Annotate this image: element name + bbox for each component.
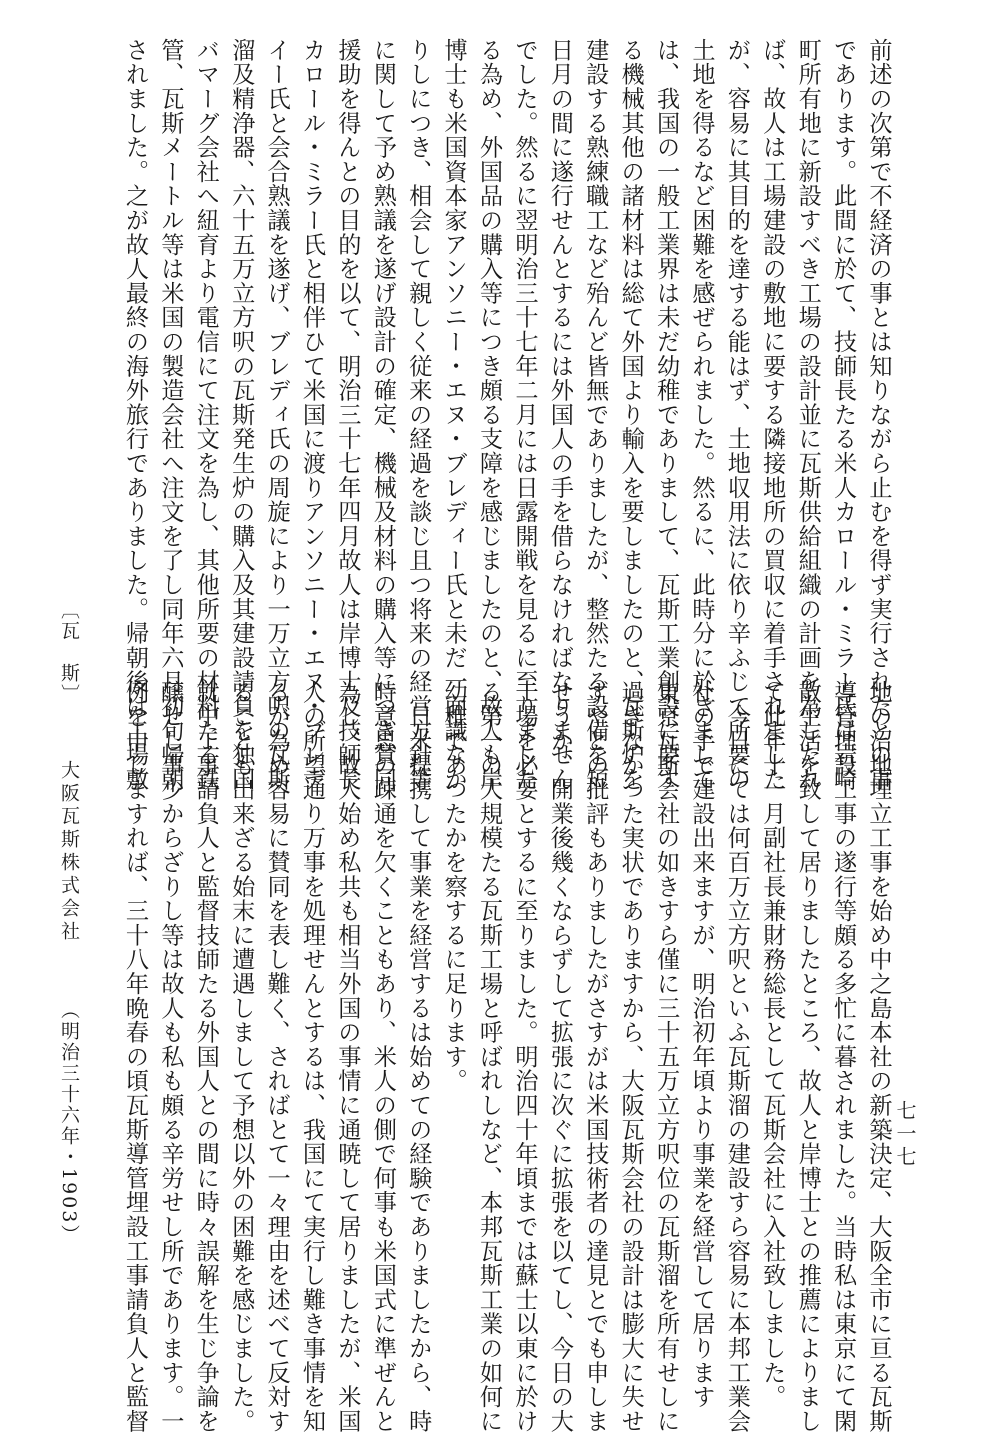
text-line: 日米提携して事業を経営するは始めての経験でありましたから、時 (404, 680, 432, 1433)
text-line: 溜及精浄器、六十五万立方呎の瓦斯発生炉の購入及其建設請負を独国 (227, 38, 255, 792)
text-line: 今日にては何百万立方呎といふ瓦斯溜の建設すら容易に本邦工業会 (723, 680, 751, 1433)
text-line: 幼稚であつたかを察するに足ります。 (440, 680, 468, 1094)
text-line: 建設する熟練職工など殆んど皆無でありましたが、整然たる設備を短 (581, 38, 609, 792)
text-line: る第一の大規模たる瓦斯工場と呼ばれしなど、本邦瓦斯工業の如何に (475, 680, 503, 1433)
text-line: るが為め容易に賛同を表し難く、さればとて一々理由を述べて反対す (263, 680, 291, 1433)
caption-category: 〔瓦 斯〕 (58, 600, 80, 705)
text-line: 地の沼地埋立工事を始め中之島本社の新築決定、大阪全市に亘る瓦斯 (865, 680, 892, 1433)
text-line: 過ぎなかつた実状でありますから、大阪瓦斯会社の設計は膨大に失せ (617, 680, 645, 1433)
text-line: 東京瓦斯会社の如きすら僅に三十五万立方呎位の瓦斯溜を所有せしに (652, 680, 680, 1433)
text-line: バマーグ会社へ紐育より電信にて注文を為し、其他所要の材料たる鉄 (192, 38, 220, 792)
text-line: されました。之が故人最終の海外旅行でありました。帰朝後は工場敷 (121, 38, 149, 792)
page-number: 七一七 (893, 1100, 917, 1169)
text-line: 例を申しますれば、三十八年晩春の頃瓦斯導管埋設工事請負人と監督 (121, 680, 149, 1433)
text-line: て此年十一月副社長兼財務総長として瓦斯会社に入社致しました。 (758, 680, 786, 1409)
text-line: る機械其他の諸材料は総て外国より輸入を要しましたのと、瓦斯炉を (617, 38, 645, 792)
text-line: せうか、開業後幾くならずして拡張に次ぐに拡張を以てし、今日の大 (546, 680, 574, 1433)
text-line: 日月の間に遂行せんとするには外国人の手を借らなければなりません (546, 38, 574, 792)
text-line: 導管埋設工事の遂行等頗る多忙に暮されました。当時私は東京にて閑 (829, 680, 857, 1433)
text-line: 為し、故人始め私共も相当外国の事情に通暁して居りましたが、米国 (333, 680, 361, 1433)
caption-date: （明治三十六年・1903） (58, 1000, 80, 1246)
text-line: でした。然るに翌明治三十七年二月には日露開戦を見るに至りました (510, 38, 538, 792)
caption-company: 大阪瓦斯株式会社 (58, 760, 80, 944)
text-line: 醸せし事少からざりし等は故人も私も頗る辛労せし所であります。一 (156, 680, 184, 1433)
text-line: る為め、外国品の購入等につき頗る支障を感じましたのと、故人も岸 (475, 38, 503, 792)
text-line: は、我国の一般工業界は未だ幼稚でありまして、瓦斯工業創設に要す (652, 38, 680, 792)
text-line: ずやとの批評もありましたがさすがは米国技術者の達見とでも申しま (581, 680, 609, 1433)
text-line: 管、瓦斯メートル等は米国の製造会社へ注文を了し同年六月初旬帰朝 (156, 38, 184, 792)
lower-text-block (106, 680, 896, 1433)
text-line: 人の所望通り万事を処理せんとするは、我国にて実行し難き事情を知 (298, 680, 326, 1433)
text-line: に関して予め熟議を遂げ設計の確定、機械及材料の購入等につき賛同 (369, 38, 397, 792)
text-line: 町所有地に新設すべき工場の設計並に瓦斯供給組織の計画を為したれ (794, 38, 822, 792)
text-line: であります。此間に於て、技師長たる米人カロール・ミラー氏は岩崎 (829, 38, 857, 792)
text-line: 前述の次第で不経済の事とは知りながら止むを得ず実行されたとの事 (865, 38, 892, 792)
text-line: 就中工事請負人と監督技師たる外国人との間に時々誤解を生じ争論を (192, 680, 220, 1433)
upper-text-block (106, 38, 896, 792)
text-line: ることも出来ざる始末に遭遇しまして予想以外の困難を感じました。 (227, 680, 255, 1433)
text-line: が、容易に其目的を達する能はず、土地収用法に依り辛ふじて所要の (723, 38, 751, 792)
text-line: ば、故人は工場建設の敷地に要する隣接地所の買収に着手されました (758, 38, 786, 792)
text-line: 援助を得んとの目的を以て、明治三十七年四月故人は岸博士及技師長 (333, 38, 361, 792)
text-line: カロール・ミラー氏と相伴ひて米国に渡りアンソニー・エヌ・ブレデ (298, 38, 326, 792)
text-line: りしにつき、相会して親しく従来の経過を談じ且つ将来の経営方針等 (404, 38, 432, 792)
text-line: イー氏と会合熟議を遂げ、ブレディ氏の周旋により一万立方呎の瓦斯 (263, 38, 291, 792)
text-line: 工場を必要とするに至りました。明治四十年頃までは蘇士以東に於け (510, 680, 538, 1433)
text-line: 社の手で建設出来ますが、明治初年頃より事業を経営して居ります (687, 680, 715, 1409)
text-line: 時意思の疎通を欠くこともあり、米人の側で何事も米国式に準ぜんと (369, 680, 397, 1433)
text-line: 散生活を致して居りましたところ、故人と岸博士との推薦によりまし (794, 680, 822, 1433)
text-line: 土地を得るなど困難を感ぜられました。然るに、此時分に於きまして (687, 38, 715, 792)
text-line: 博士も米国資本家アンソニー・エヌ・ブレディー氏と未だ一面識なか (440, 38, 468, 792)
